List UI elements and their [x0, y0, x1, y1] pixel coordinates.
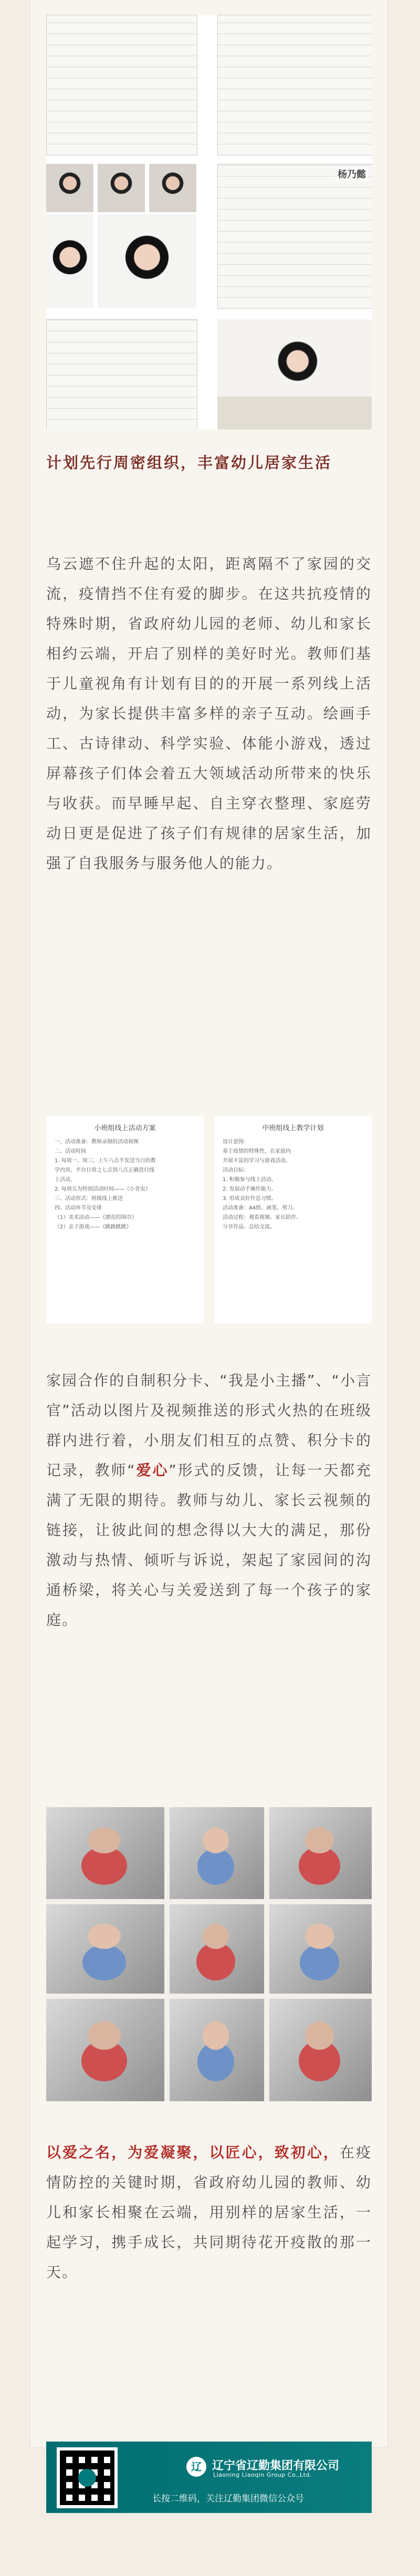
qr-code-icon[interactable]	[57, 2447, 118, 2508]
plan-line: 1. 积极参与线上活动。	[223, 1177, 277, 1183]
video-call-photo-1	[46, 164, 93, 212]
company-name-en: Liaoning Liaoqin Group Co.,Ltd.	[213, 2471, 312, 2478]
section-2-text-before: 家园合作的自制积分卡、“我是小主播”、“小言官”活动以图片及视频推送的形式火热的在班级群内进行着，小朋友们相互的点赞、积分卡的记录，教师“	[46, 1372, 372, 1479]
activity-photo-3	[269, 1807, 372, 1899]
handwriting-photo-2	[217, 15, 372, 155]
section-3-text: 在疫情防控的关键时期，省政府幼儿园的教师、幼儿和家长相聚在云端，用别样的居家生活，一起学习，携手成长，共同期待花开疫散的那一天。	[46, 2144, 372, 2281]
follow-instruction: 长按二维码，关注辽勤集团微信公众号	[152, 2494, 304, 2504]
plan-line: （1）美术活动——《漂亮的围巾》	[55, 1215, 137, 1221]
section-1-paragraph: 乌云遮不住升起的太阳，距离隔不了家园的交流，疫情挡不住有爱的脚步。在这共抗疫情的特殊时期，省政府幼儿园的老师、幼儿和家长相约云端，开启了别样的美好时光。教师们基于儿童视角有计划有目的的开展一系列线上活动，为家长提供丰富多样的亲子互动。绘画手工、古诗律动、科学实验、体能小游戏，透过屏幕孩子们体会着五大领域活动所带来的快乐与收获。而早睡早起、自主穿衣整理、家庭劳动日更是促进了孩子们有规律的居家生活，加强了自我服务与服务他人的能力。	[46, 555, 372, 872]
parent-child-photo	[217, 319, 372, 430]
plan-line: 活动准备：A4纸、画笔、剪刀。	[223, 1205, 298, 1211]
activity-photo-7	[46, 1999, 164, 2101]
activity-photo-6	[269, 1904, 372, 1994]
plan-document-right	[214, 1116, 372, 1323]
plan-line: 二、活动时间	[55, 1149, 86, 1154]
plan-document-left	[46, 1116, 204, 1323]
plan-line: 上活动。	[55, 1177, 76, 1183]
plan-line: 设计意图：	[223, 1139, 249, 1145]
plan-line: 四、活动环节及安排	[55, 1205, 102, 1211]
photo-collage-top	[46, 15, 372, 430]
plan-line: 活动目标：	[223, 1167, 249, 1173]
section-2-text-after: ”形式的反馈，让每一天都充满了无限的期待。教师与幼儿、家长云视频的链接，让彼此间的想念得以大大的满足，那份激动与热情、倾听与诉说，架起了家园间的沟通桥梁，将关心与关爱送到了每一个孩子的家庭。	[46, 1462, 372, 1629]
activity-photo-1	[46, 1807, 164, 1899]
plan-line: 分享作品、总结交流。	[223, 1224, 275, 1230]
plan-line: 3. 形成良好作息习惯。	[223, 1196, 277, 1202]
plan-title-left: 小班组线上活动方案	[94, 1124, 156, 1132]
plan-line: （2）亲子游戏——《跳跳跳跳》	[55, 1224, 132, 1230]
plan-line: 学内容，平台日常之七点到八点正确进行线	[55, 1167, 154, 1173]
plan-line: 开展丰富的学习与游戏活动。	[223, 1158, 291, 1164]
handwriting-photo-4	[46, 319, 197, 430]
activity-photo-5	[170, 1904, 264, 1994]
name-tag: 杨乃懿	[335, 167, 368, 181]
plan-line: 2. 发展动手操作能力。	[223, 1186, 277, 1192]
plan-line: 基于疫情的特殊性，在家庭内	[223, 1149, 291, 1154]
footer-banner	[46, 2442, 372, 2513]
handwriting-photo-3	[217, 164, 372, 309]
activity-photo-8	[170, 1999, 264, 2101]
company-name-cn: 辽宁省辽勤集团有限公司	[212, 2459, 340, 2473]
section-3-red-lead: 以爱之名，为爱凝聚，以匠心，致初心，	[46, 2144, 340, 2161]
company-logo-icon: 辽	[186, 2457, 206, 2477]
video-call-photo-5	[98, 214, 196, 308]
plan-line: 1. 每周一、周三、上午八点半发送当日的教	[55, 1158, 156, 1164]
plan-title-right: 中班组线上教学计划	[262, 1124, 324, 1132]
plan-line: 一、活动准备：教师录制的活动视频	[55, 1139, 139, 1145]
activity-photo-mosaic	[46, 1807, 372, 2101]
activity-photo-4	[46, 1904, 164, 1994]
section-3-paragraph	[46, 2137, 372, 2287]
activity-photo-9	[269, 1999, 372, 2101]
plan-line: 2. 每周五为特别活动时间——《小青虫》	[55, 1186, 151, 1192]
section-2-paragraph	[46, 1365, 372, 1635]
plan-line: 活动过程：观看视频、家长陪伴、	[223, 1215, 301, 1221]
video-call-photo-2	[98, 164, 145, 212]
activity-photo-2	[170, 1807, 264, 1899]
section-2-red-word: 爱心	[135, 1462, 169, 1479]
plan-line: 三、活动形式：班级线上推送	[55, 1196, 123, 1202]
section-heading: 计划先行周密组织，丰富幼儿居家生活	[46, 454, 332, 472]
video-call-photo-3	[149, 164, 196, 212]
video-call-photo-4	[46, 214, 93, 308]
handwriting-photo-1	[46, 15, 197, 155]
